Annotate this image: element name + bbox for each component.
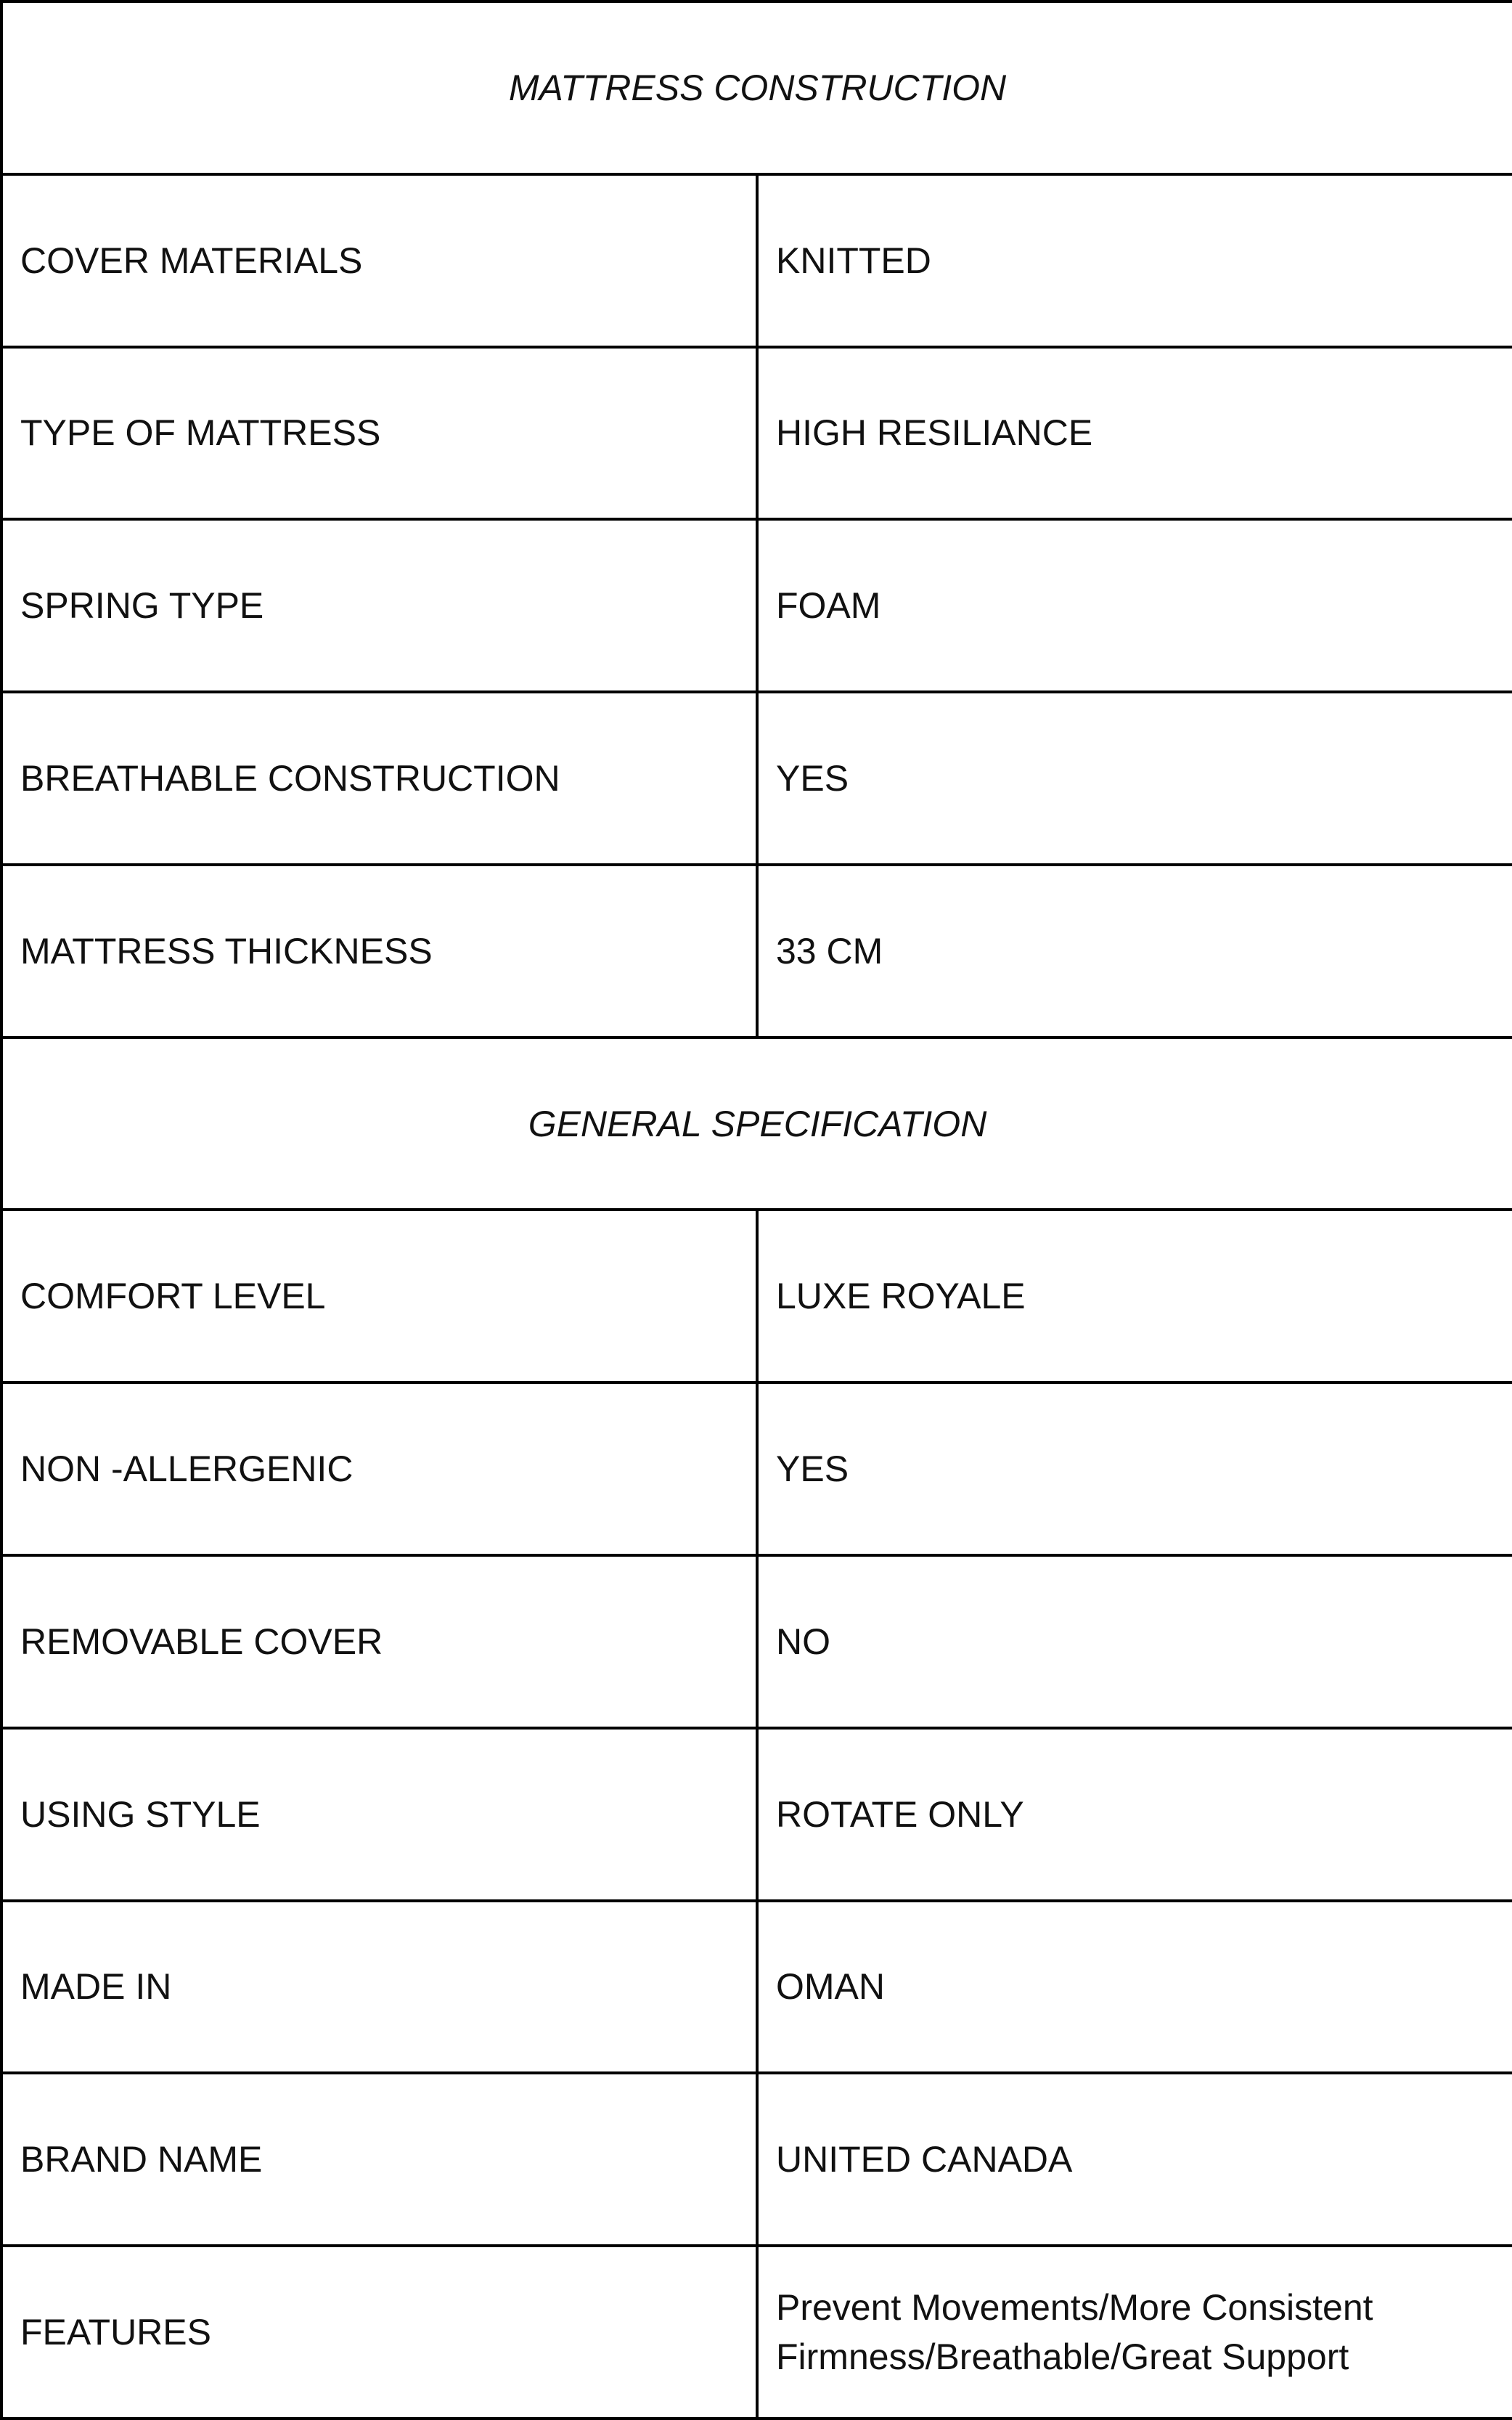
spec-value: LUXE ROYALE bbox=[757, 1210, 1512, 1382]
section-title-general-specification: GENERAL SPECIFICATION bbox=[1, 1038, 1512, 1210]
table-row bbox=[1, 2073, 1512, 2246]
section-title-mattress-construction: MATTRESS CONSTRUCTION bbox=[1, 1, 1512, 174]
table-row bbox=[1, 1901, 1512, 2074]
spec-value: UNITED CANADA bbox=[757, 2073, 1512, 2246]
spec-value: YES bbox=[757, 692, 1512, 865]
table-row bbox=[1, 865, 1512, 1038]
spec-label: MADE IN bbox=[1, 1901, 757, 2074]
section-header-row bbox=[1, 1, 1512, 174]
table-row bbox=[1, 1555, 1512, 1728]
spec-value: NO bbox=[757, 1555, 1512, 1728]
spec-label: COVER MATERIALS bbox=[1, 174, 757, 347]
spec-label: BRAND NAME bbox=[1, 2073, 757, 2246]
table-row bbox=[1, 347, 1512, 520]
spec-label: NON -ALLERGENIC bbox=[1, 1382, 757, 1555]
spec-label: FEATURES bbox=[1, 2246, 757, 2419]
section-header-row bbox=[1, 1038, 1512, 1210]
spec-value: 33 CM bbox=[757, 865, 1512, 1038]
table-row bbox=[1, 1728, 1512, 1901]
spec-value: Prevent Movements/More Consistent Firmness/Breathable/Great Support bbox=[757, 2246, 1512, 2419]
table-row bbox=[1, 2246, 1512, 2419]
table-row bbox=[1, 1382, 1512, 1555]
spec-label: REMOVABLE COVER bbox=[1, 1555, 757, 1728]
table-row bbox=[1, 174, 1512, 347]
table-row bbox=[1, 519, 1512, 692]
spec-label: MATTRESS THICKNESS bbox=[1, 865, 757, 1038]
spec-value: HIGH RESILIANCE bbox=[757, 347, 1512, 520]
spec-label: USING STYLE bbox=[1, 1728, 757, 1901]
spec-label: SPRING TYPE bbox=[1, 519, 757, 692]
spec-value: KNITTED bbox=[757, 174, 1512, 347]
spec-value: OMAN bbox=[757, 1901, 1512, 2074]
spec-value: ROTATE ONLY bbox=[757, 1728, 1512, 1901]
spec-value: FOAM bbox=[757, 519, 1512, 692]
spec-value: YES bbox=[757, 1382, 1512, 1555]
spec-label: BREATHABLE CONSTRUCTION bbox=[1, 692, 757, 865]
table-row bbox=[1, 1210, 1512, 1382]
spec-label: COMFORT LEVEL bbox=[1, 1210, 757, 1382]
table-row bbox=[1, 692, 1512, 865]
spec-label: TYPE OF MATTRESS bbox=[1, 347, 757, 520]
